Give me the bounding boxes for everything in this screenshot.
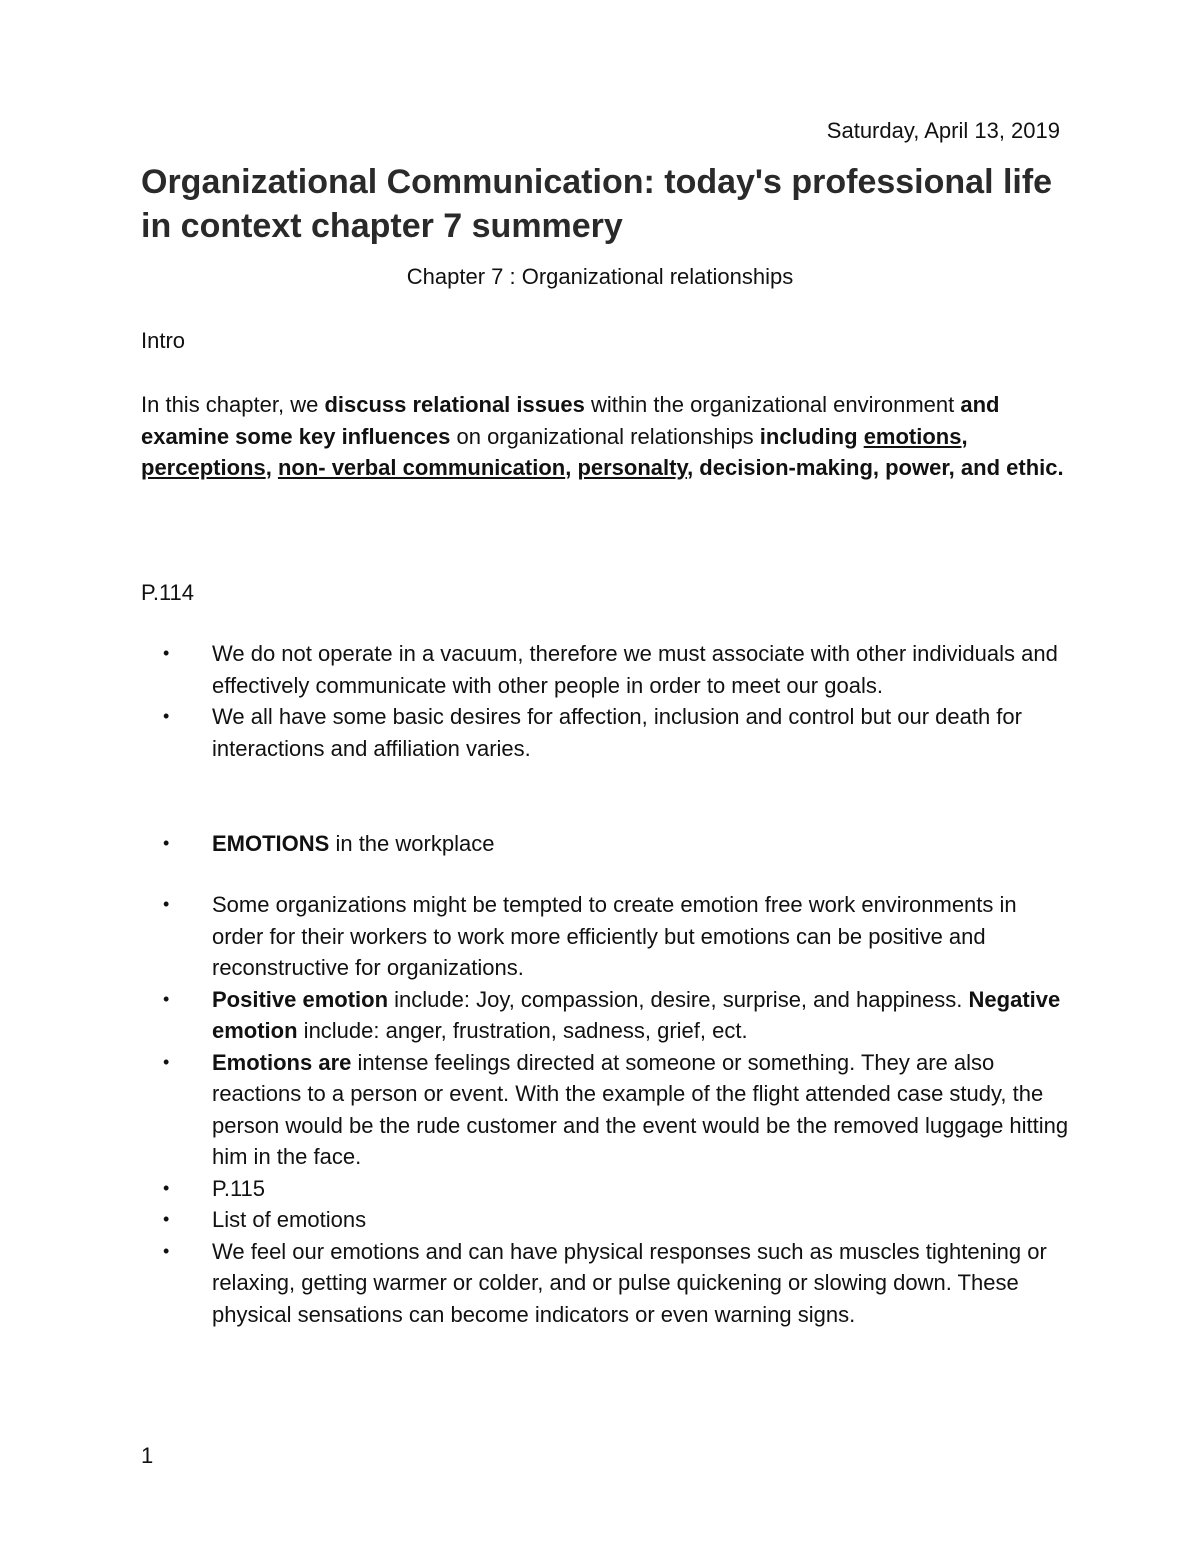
bullet-list xyxy=(141,889,1071,1330)
intro-underlined-term: perceptions xyxy=(141,455,266,480)
list-item xyxy=(141,701,1071,764)
chapter-subtitle: Chapter 7 : Organizational relationships xyxy=(406,264,794,289)
document-title: Organizational Communication: today's professional life in context chapter 7 summery xyxy=(141,163,1053,245)
list-item-bold: Negative emotion xyxy=(212,986,1061,1043)
list-item-text: include: anger, frustration, sadness, grief, ect. xyxy=(297,1018,748,1043)
list-item-text: include: Joy, compassion, desire, surprise, and happiness. xyxy=(388,986,969,1012)
bullet-icon: • xyxy=(163,1240,170,1261)
intro-separator: , xyxy=(265,455,278,480)
list-item xyxy=(141,638,1071,701)
list-item-text: We feel our emotions and can have physical responses such as muscles tightening or relaxing, getting warmer or colder, and or pulse quickening or slowing down. These physical sensations can become indicators or even warning signs. xyxy=(212,1238,1047,1327)
list-item xyxy=(141,984,1071,1047)
bullet-icon: • xyxy=(163,643,170,663)
intro-heading: Intro xyxy=(141,328,186,353)
page-number: 1 xyxy=(141,1443,154,1468)
list-item xyxy=(141,828,1071,860)
intro-text: In this chapter, we xyxy=(141,392,325,417)
intro-paragraph xyxy=(141,389,1071,484)
list-item-text: We do not operate in a vacuum, therefore we must associate with other individuals and effectively communicate with other people in order to meet our goals. xyxy=(212,641,1058,698)
intro-bold-text: and examine some key influences xyxy=(141,392,1000,449)
bullet-icon: • xyxy=(163,706,170,726)
page-reference: P.114 xyxy=(141,580,195,605)
bullet-icon: • xyxy=(163,988,170,1009)
list-item xyxy=(141,1173,1071,1205)
intro-bold-text: including xyxy=(759,423,858,449)
intro-underlined-term: personalty xyxy=(577,455,688,480)
list-item-text: intense feelings directed at someone or something. They are also reactions to a person or event. With the example of the flight attended case study, the person would be the rude customer and the event would be the removed luggage hitting him in the face. xyxy=(212,1049,1069,1169)
list-item-bold: Positive emotion xyxy=(212,986,389,1012)
list-item xyxy=(141,1047,1071,1173)
list-item xyxy=(141,889,1071,984)
intro-underlined-term: emotions xyxy=(863,423,962,449)
list-item xyxy=(141,1236,1071,1331)
list-item-text: List of emotions xyxy=(212,1207,367,1232)
intro-text: within the organizational environment xyxy=(584,392,961,417)
list-item-text: P.115 xyxy=(212,1175,266,1201)
document-date: Saturday, April 13, 2019 xyxy=(826,118,1060,143)
bullet-icon: • xyxy=(163,1177,170,1198)
bullet-list xyxy=(141,638,1071,764)
intro-bold-text: , decision-making, power, and ethic. xyxy=(687,455,1064,480)
intro-separator: , xyxy=(961,423,968,449)
list-item xyxy=(141,1204,1071,1236)
list-item-text: We all have some basic desires for affection, inclusion and control but our death for interactions and affiliation varies. xyxy=(212,704,1022,761)
list-item-text: Some organizations might be tempted to create emotion free work environments in order for their workers to work more efficiently but emotions can be positive and reconstructive for organizations. xyxy=(212,892,1017,980)
emotions-heading-text: in the workplace xyxy=(329,831,495,856)
intro-separator: , xyxy=(565,455,578,480)
emotions-heading-bold: EMOTIONS xyxy=(212,831,330,856)
intro-text: on organizational relationships xyxy=(450,423,760,449)
intro-underlined-term: non- verbal communication xyxy=(277,455,566,480)
bullet-icon: • xyxy=(163,894,170,914)
list-item-bold: Emotions are xyxy=(212,1049,352,1075)
bullet-icon: • xyxy=(163,1209,170,1229)
intro-bold-text: discuss relational issues xyxy=(324,392,585,417)
bullet-icon: • xyxy=(163,833,170,853)
emotions-heading-list xyxy=(141,828,1071,860)
bullet-icon: • xyxy=(163,1051,170,1072)
